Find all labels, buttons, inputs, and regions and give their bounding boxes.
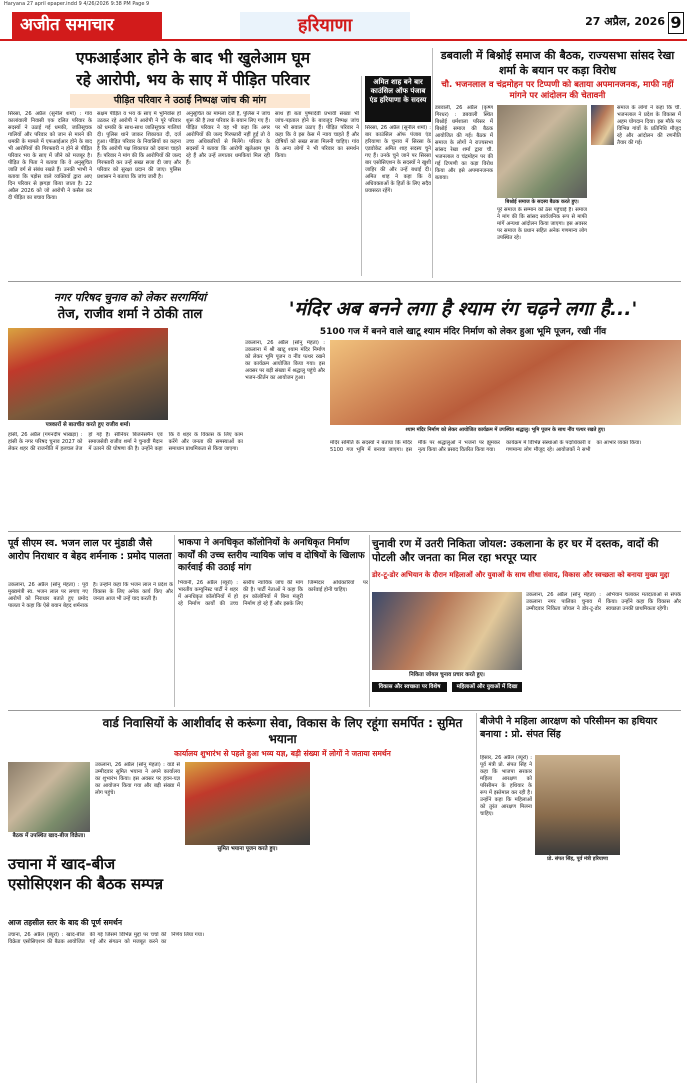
box1-title: अमित शाह बने बार काउंसिल ऑफ पंजाब एंड हरियाणा के सदस्य (365, 76, 431, 122)
story2-column-3: समाज के लोगों ने कहा कि चौ. भजनलाल ने प्रदेश के विकास में अहम योगदान दिया। इस मौके पर विभिन्न गांवों के प्रतिनिधि मौजूद रहे और आंदोलन की रणनीति तैयार की गई। (617, 105, 681, 146)
story7-headline: चुनावी रण में उतरी निकिता जोयल: उकलाना के हर घर में दस्तक, वादों की पोटली और जनता का मिल रहा भरपूर प्यार (372, 538, 659, 564)
story3-body: हांसी, 26 अप्रैल (गगनदीप भाखड़ा) : हांसी के नगर परिषद चुनाव 2027 को लेकर शहर की राजनीति में हलचल तेज हो गई है। सीनियर बिजनेसमैन एवं समाजसेवी राजीव शर्मा ने चुनावी मैदान में उतरने की घोषणा की है। उन्होंने कहा कि वे शहर के विकास के लिए काम करेंगे और जनता की समस्याओं का समाधान प्राथमिकता से किया जाएगा। (8, 432, 243, 452)
story9-body: उचाना, 26 अप्रैल (ब्यूरो) : खाद-बीज विक्रेता एसोसिएशन की बैठक आयोजित की गई जिसमें विभिन्न मुद्दों पर चर्चा की गई और संगठन को मजबूत करने का निर्णय लिया गया। (8, 932, 205, 945)
story3-caption: पत्रकारों से बातचीत करते हुए राजीव शर्मा। (45, 422, 131, 428)
section-divider (8, 281, 681, 282)
story9-photo (8, 762, 90, 832)
box1-body: सिरसा, 26 अप्रैल (सुनील शर्मा) : बार काउंसिल ऑफ पंजाब एंड हरियाणा के चुनाव में सिरसा के एडवोकेट अमित शाह सदस्य चुने गए हैं। उनके चुने जाने पर सिरसा बार एसोसिएशन के सदस्यों ने खुशी जाहिर की और उन्हें बधाई दी। अमित शाह ने कहा कि वे अधिवक्ताओं के हितों के लिए सदैव प्रयासरत रहेंगे। (365, 125, 431, 194)
section-divider-3 (8, 710, 681, 711)
story10-body: हिसार, 26 अप्रैल (ब्यूरो) : पूर्व मंत्री प्रो. संपत सिंह ने कहा कि भाजपा सरकार महिला आरक्षण को परिसीमन के हथियार के रूप में इस्तेमाल कर रही है। उन्होंने कहा कि महिलाओं को तुरंत आरक्षण मिलना चाहिए। (480, 755, 532, 817)
story4-caption: श्याम मंदिर निर्माण को लेकर आयोजित कार्यक्रम में उपस्थित श्रद्धालु। भूमि पूजन के साथ नींव पत्थर रखते हुए। (405, 427, 606, 433)
story4-headline: 'मंदिर अब बनने लगा है श्याम रंग चढ़ने लगा है...' (288, 298, 638, 320)
story1-headline-line2: रहे आरोपी, भय के साए में पीड़ित परिवार (76, 71, 310, 89)
story1-subhead: पीड़ित परिवार ने उठाई निष्पक्ष जांच की मांग (70, 94, 310, 108)
story8-body: उकलाना, 26 अप्रैल (सोनू मेहता) : वार्ड से उम्मीदवार सुमित भयाना ने अपने कार्यालय का शुभारंभ किया। इस अवसर पर हवन-यज्ञ का आयोजन किया गया और बड़ी संख्या में लोग पहुंचे। (95, 762, 180, 796)
story8-caption: सुमित भयाना पूजन करते हुए। (217, 846, 278, 852)
story1-column-1: सिरसा, 26 अप्रैल (सुनील शर्मा) : गांव कालांवाली निवासी एक दलित परिवार के सदस्यों ने उठाई गई धमकी, जातिसूचक गालियों और परिवार को जान से मारने की धमकी के मामले में एफआईआर होने के बाद भी आरोपियों की गिरफ्तारी न होने से पीड़ित परिवार भय के साए में जीने को मजबूर है। पीड़ित के पिता ने बताया कि वे अनुसूचित जाति वर्ग से संबंध रखते हैं। उनकी भाभी ने बताया कि पड़ोस वाले व्यक्तियों द्वारा आए दिन परिवार से झगड़ा किया जाता है। 22 अप्रैल 2026 को जो आरोपी ने कसैल कर दी पीड़ित का बचाव किया। (8, 111, 92, 201)
story7-subhead: डोर-टू-डोर अभियान के दौरान महिलाओं और युवाओं के साथ सीधा संवाद, विकास और स्वच्छता को बनाया मुख्य मुद्दा (372, 571, 670, 579)
story8-subhead: कार्यालय शुभारंभ से पहले हुआ भव्य यज्ञ, बड़ी संख्या में लोगों ने जताया समर्थन (174, 749, 391, 758)
story9-subhead: आज तहसील स्तर के बाद की पूर्ण समर्थन (8, 918, 122, 927)
story9-headline: उचाना में खाद-बीज एसोसिएशन की बैठक सम्पन्न (8, 855, 164, 893)
story6-headline: भाकपा ने अनधिकृत कॉलोनियों के अनधिकृत निर्माण कार्यों की उच्च स्तरीय न्यायिक जांच व दोषियों के खिलाफ कार्रवाई की उठाई मांग (178, 538, 365, 573)
story10-headline: बीजेपी ने महिला आरक्षण को परिसीमन का हथियार बनाया : प्रो. संपत सिंह (480, 716, 658, 740)
story4-subhead: 5100 गज में बनने वाले खाटू श्याम मंदिर निर्माण को लेकर हुआ भूमि पूजन, रखी नींव (319, 327, 607, 337)
story1-column-3: अनुसूचित का मामला दर्ज है, पुलिस ने जांच शुरू की है तथा परिवार के बयान लिए गए हैं। पीड़ित परिवार ने यह भी कहा कि अगर आरोपियों की जल्द गिरफ्तारी नहीं हुई तो वे उच्च अधिकारियों से मिलेंगे। परिवार के सदस्यों ने बताया कि आरोपी खुलेआम घूम रहे हैं और उन्हें लगातार धमकियां मिल रही हैं। (186, 111, 270, 166)
story1-column-2: सक्षम पीड़ित व भय के साए में भुनिर्वास हो उठकर रहे आरोपी ने आरोपी ने पूरे परिवार को धमकी के साथ-साथ जातिसूचक गालियां दी। पुलिस थाने जाकर शिकायत दी, दर्ज हुआ। पीड़ित परिवार के निवासियों का कहना है कि आरोपी पक्ष शिकायत को दबाना चाहते हैं। परिवार ने मांग की कि आरोपियों की जल्द गिरफ्तारी कर उन्हें सख्त सजा दी जाए और परिवार को सुरक्षा प्रदान की जाए। पुलिस प्रशासन ने बताया कि जांच जारी है। (97, 111, 181, 180)
page-number: 9 (668, 12, 684, 34)
story7-inset-2: महिलाओं और युवाओं में दिखा उत्साह (452, 682, 522, 692)
story1-column-4: साथ ही बता पुष्पादेवी प्रभावी संख्या भी जांच-पड़ताल होने के बावजूद निष्पक्ष जांच पर भी सवाल उठाए हैं। पीड़ित परिवार ने कहा कि वे इस केस में न्याय चाहते हैं और दोषियों को सख्त सजा मिलनी चाहिए। गांव के अन्य लोगों ने भी परिवार का समर्थन किया। (275, 111, 359, 159)
story4-column-2: मंदिर समिति के सदस्यों ने बताया कि मंदिर 5100 गज भूमि में बनाया जाएगा। इस मौके पर श्रद्धालुओं ने भजनों पर झूमकर नृत्य किया और प्रसाद वितरित किया गया। (330, 440, 500, 453)
story8-headline: वार्ड निवासियों के आशीर्वाद से करूंगा सेवा, विकास के लिए रहूंगा समर्पित : सुमित भयाना (102, 716, 463, 746)
story3-kicker: नगर परिषद चुनाव को लेकर सरगर्मियां (53, 291, 207, 304)
story1-headline-line1: एफआईआर होने के बाद भी खुलेआम घूम (75, 49, 311, 67)
story2-caption: बिश्नोई समाज के सदस्य बैठक करते हुए। (505, 199, 579, 205)
story4-column-1: उकलाना, 26 अप्रैल (सोनू मेहता) : उकलाना में श्री खाटू श्याम मंदिर निर्माण को लेकर भूमि पूजन व नींव पत्थर रखने का कार्यक्रम आयोजित किया गया। इस अवसर पर बड़ी संख्या में श्रद्धालु पहुंचे और भजन-कीर्तन का आयोजन हुआ। (245, 340, 325, 381)
story3-headline: तेज, राजीव शर्मा ने ठोकी ताल (57, 307, 203, 322)
story6-body: भिवानी, 26 अप्रैल (ब्यूरो) : भारतीय कम्युनिस्ट पार्टी ने शहर में अनधिकृत कॉलोनियों में हो रहे निर्माण कार्यों की उच्च स्तरीय न्यायिक जांच की मांग की है। पार्टी नेताओं ने कहा कि इन कॉलोनियों में बिना मंजूरी निर्माण हो रहे हैं और इसके लिए जिम्मेदार अधिकारियों पर कार्रवाई होनी चाहिए। (178, 580, 368, 607)
print-slug: Haryana 27 april epaper.indd 9 4/26/2026 9:38 PM Page 9 (0, 0, 687, 9)
column-rule-3 (174, 535, 175, 707)
story2-subhead: चौ. भजनलाल व चंद्रमोहन पर टिप्पणी को बताया अपमानजनक, माफी नहीं मांगने पर आंदोलन की चेतावनी (441, 80, 674, 101)
story4-photo (330, 340, 681, 425)
story2-column-1: डबवाली, 26 अप्रैल (कृष्ण गिरधर) : डबवाली स्थित बिश्नोई धर्मशाला परिसर में बिश्नोई समाज की बैठक आयोजित की गई। बैठक में समाज के लोगों ने राज्यसभा सांसद रेखा शर्मा द्वारा चौ. भजनलाल व चंद्रमोहन पर की गई टिप्पणी का कड़ा विरोध किया और इसे अपमानजनक बताया। (435, 105, 493, 181)
section-title: हरियाणा (240, 12, 410, 39)
column-rule-2 (432, 48, 433, 278)
story8-photo (185, 762, 310, 845)
story10-photo (535, 755, 620, 855)
edition-date: 27 अप्रैल, 2026 (585, 15, 665, 28)
story7-photo (372, 592, 522, 670)
story2-photo-small (591, 105, 614, 145)
story4-column-3: कार्यक्रम में विभिन्न संस्थाओं के पदाधिकारी व गणमान्य लोग मौजूद रहे। आयोजकों ने सभी का आभार व्यक्त किया। (506, 440, 642, 453)
story7-inset: विकास और स्वच्छता पर विशेष फोकस (372, 682, 447, 692)
newspaper-brand: अजीत समाचार (12, 12, 162, 39)
column-rule (361, 76, 362, 276)
story2-headline: डबवाली में बिश्नोई समाज की बैठक, राज्यसभा सांसद रेखा शर्मा के बयान पर कड़ा विरोध (440, 49, 675, 77)
story7-caption: निकिता जोयल चुनाव प्रचार करते हुए। (409, 672, 485, 678)
story3-photo (8, 328, 168, 420)
story2-column-2: पूरे समाज के सम्मान को ठेस पहुंचाई है। समाज ने मांग की कि सांसद सार्वजनिक रूप से माफी मांगें अन्यथा आंदोलन किया जाएगा। इस अवसर पर समाज के प्रधान सहित अनेक गणमान्य लोग उपस्थित रहे। (497, 207, 587, 241)
story2-photo (497, 105, 587, 198)
story10-caption: प्रो. संपत सिंह, पूर्व मंत्री हरियाणा (547, 856, 608, 862)
column-rule-4 (369, 535, 370, 707)
story9-caption: बैठक में उपस्थित खाद-बीज विक्रेता। (12, 833, 86, 839)
story5-headline: पूर्व सीएम स्व. भजन लाल पर मुंडाडी जैसे आरोप निराधार व बेहद शर्मनाक : प्रमोद पालता (8, 538, 172, 562)
story5-body: उकलाना, 26 अप्रैल (सोनू मेहता) : पूर्व मुख्यमंत्री स्व. भजन लाल पर लगाए गए आरोपों को निराधार बताते हुए प्रमोद पालता ने कहा कि ऐसे बयान बेहद शर्मनाक हैं। उन्होंने कहा कि भजन लाल ने प्रदेश के विकास के लिए अनेक कार्य किए और जनता आज भी उन्हें याद करती है। (8, 582, 173, 609)
column-rule-5 (476, 713, 477, 1083)
section-divider-2 (8, 531, 681, 532)
story7-body: उकलाना, 26 अप्रैल (सोनू मेहता) : उकलाना नगर पालिका चुनाव में उम्मीदवार निकिता जोयल ने डोर-टू-डोर अभियान चलाकर मतदाताओं से संपर्क किया। उन्होंने कहा कि विकास और स्वच्छता उनकी प्राथमिकता रहेगी। (526, 592, 681, 612)
